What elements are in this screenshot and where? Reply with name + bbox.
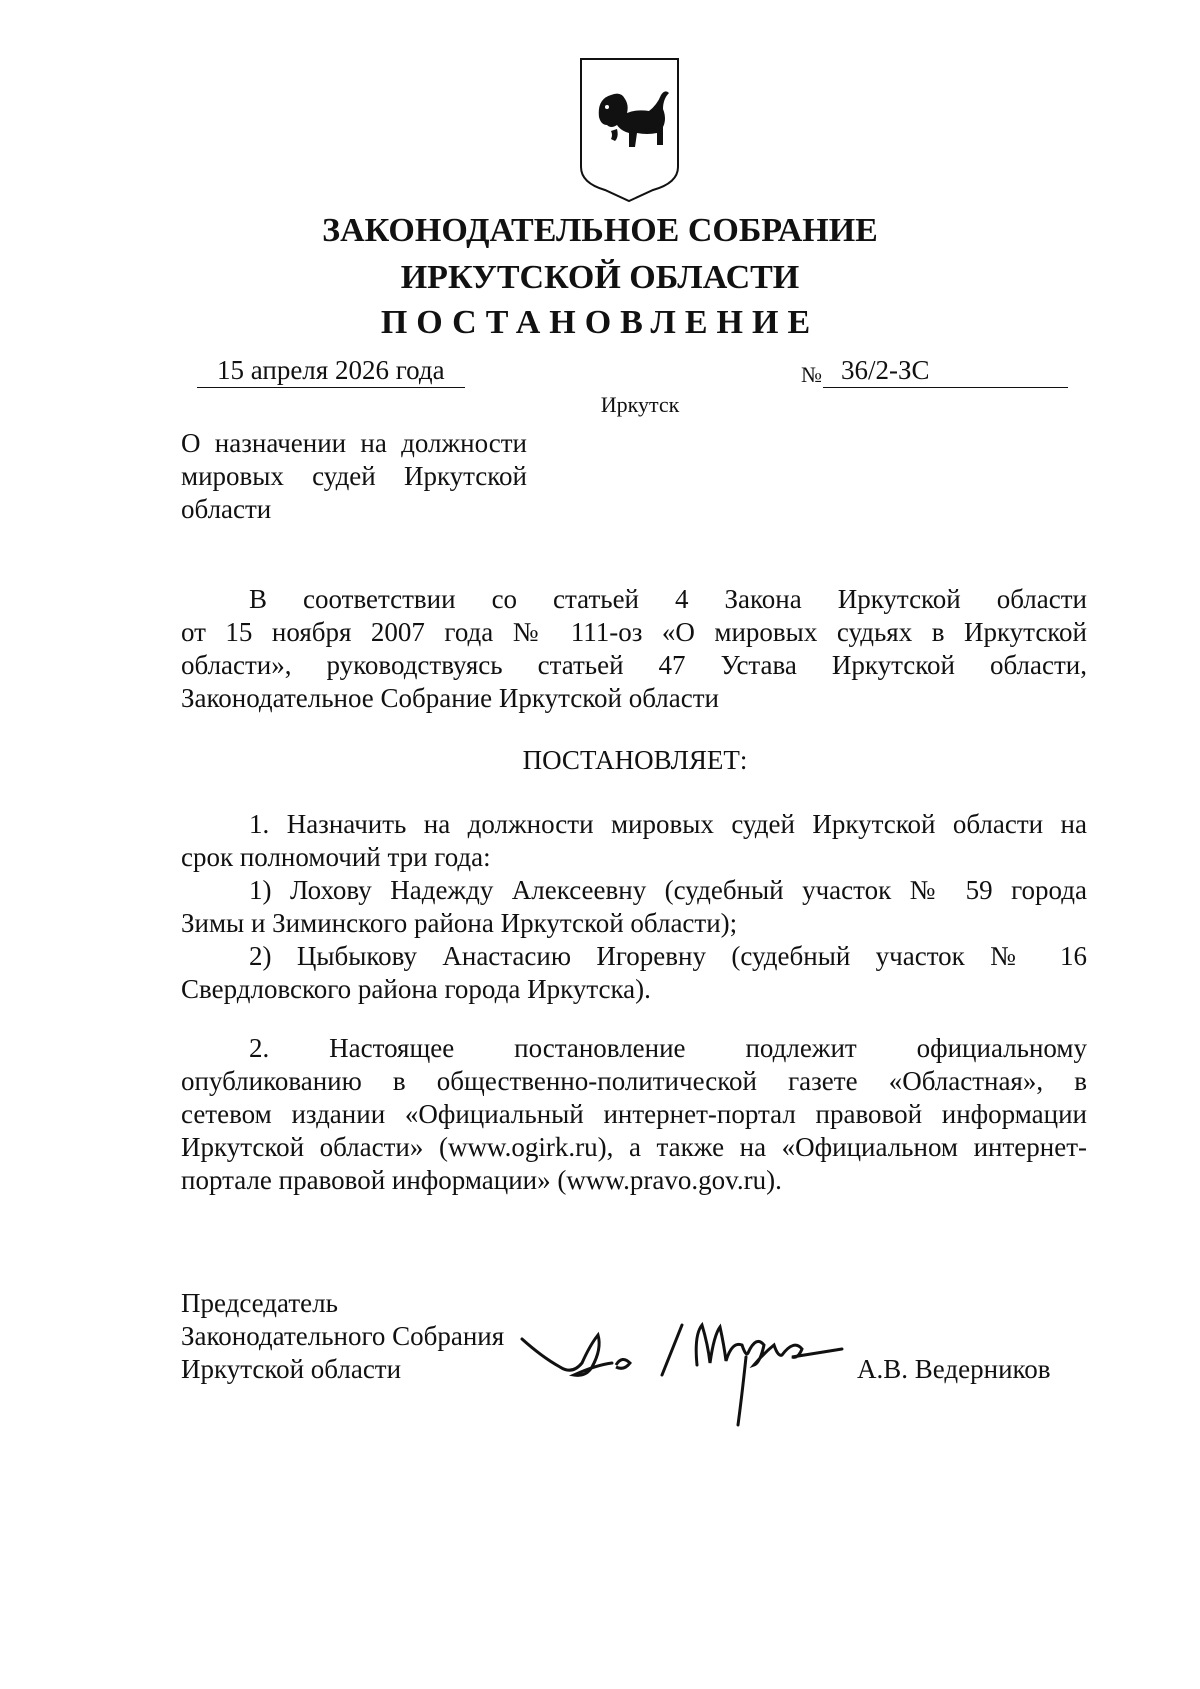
- signatory-title: [181, 1287, 504, 1386]
- header-assembly-line: ЗАКОНОДАТЕЛЬНОЕ СОБРАНИЕ: [322, 212, 878, 249]
- item-1-paragraph: [181, 808, 1087, 1006]
- header-region-line: ИРКУТСКОЙ ОБЛАСТИ: [400, 259, 800, 296]
- preamble-paragraph: [181, 583, 1087, 715]
- item-1-line: Свердловского района города Иркутска).: [181, 974, 651, 1004]
- document-subject: [181, 427, 527, 526]
- item-2-line: опубликованию в общественно-политической газете «Областная», в: [181, 1066, 1087, 1096]
- preamble-line: области», руководствуясь статьей 47 Устава Иркутской области,: [181, 650, 1087, 680]
- preamble-line: Законодательное Собрание Иркутской области: [181, 683, 719, 713]
- document-date: 15 апреля 2026 года: [197, 353, 465, 388]
- item-1-line: 2) Цыбыкову Анастасию Игоревну (судебный участок № 16: [249, 941, 1087, 971]
- item-1-line: срок полномочий три года:: [181, 842, 491, 872]
- document-city: Иркутск: [600, 392, 680, 417]
- number-sign: №: [801, 362, 822, 387]
- item-1-line: 1) Лохову Надежду Алексеевну (судебный участок № 59 города: [249, 875, 1087, 905]
- irkutsk-coat-of-arms-icon: [577, 55, 682, 203]
- item-2-line: сетевом издании «Официальный интернет-портал правовой информации: [181, 1099, 1087, 1129]
- signatory-title-line: Председатель: [181, 1288, 338, 1318]
- signatory-name: А.В. Ведерников: [857, 1354, 1051, 1384]
- decree-heading: ПОСТАНОВЛЯЕТ:: [522, 745, 748, 775]
- signatory-title-line: Законодательного Собрания: [181, 1321, 505, 1351]
- item-2-paragraph: [181, 1032, 1087, 1197]
- preamble-line: В соответствии со статьей 4 Закона Иркутской области: [249, 584, 1087, 614]
- coat-of-arms-emblem: [577, 55, 682, 203]
- preamble-line: от 15 ноября 2007 года № 111-оз «О мировых судьях в Иркутской: [181, 617, 1087, 647]
- document-type-title: ПОСТАНОВЛЕНИЕ: [380, 304, 820, 341]
- document-number: 36/2-ЗС: [823, 353, 1068, 388]
- handwritten-signature: [512, 1305, 882, 1435]
- subject-line: мировых судей Иркутской: [181, 461, 527, 491]
- item-1-line: Зимы и Зиминского района Иркутской области);: [181, 908, 738, 938]
- item-2-line: портале правовой информации» (www.pravo.gov.ru).: [181, 1165, 782, 1195]
- subject-line: области: [181, 494, 272, 524]
- subject-line: О назначении на должности: [181, 428, 527, 458]
- item-1-line: 1. Назначить на должности мировых судей Иркутской области на: [249, 809, 1087, 839]
- item-2-line: 2. Настоящее постановление подлежит официальному: [249, 1033, 1087, 1063]
- item-2-line: Иркутской области» (www.ogirk.ru), а также на «Официальном интернет-: [181, 1132, 1087, 1162]
- signatory-title-line: Иркутской области: [181, 1354, 402, 1384]
